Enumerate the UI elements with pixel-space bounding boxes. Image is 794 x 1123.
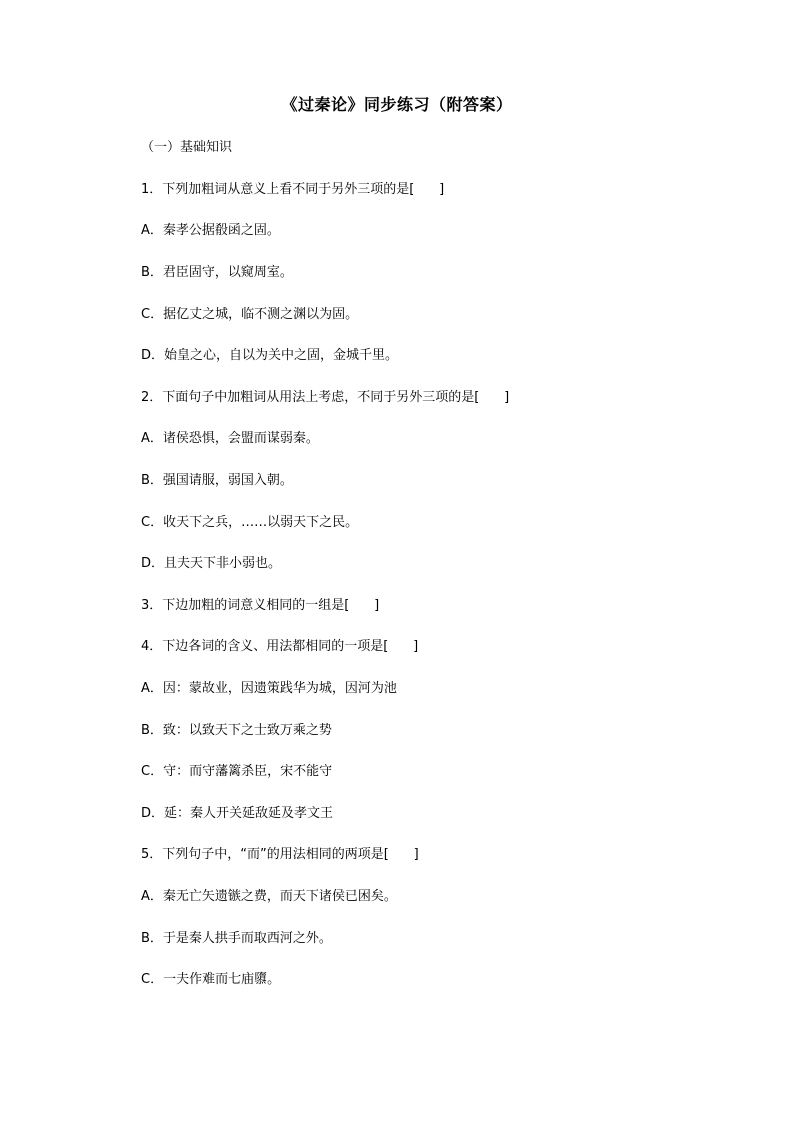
question-5-option-c: C．一夫作难而七庙隳。: [141, 972, 281, 987]
question-5-option-a: A．秦无亡矢遗镞之费，而天下诸侯已困矣。: [141, 889, 397, 904]
question-2-option-d: D．且夫天下非小弱也。: [141, 556, 282, 571]
question-3: 3．下边加粗的词意义相同的一组是[ ]: [141, 598, 380, 613]
question-4-option-a: A．因：蒙故业，因遗策践华为城，因河为池: [141, 681, 397, 696]
question-2: 2．下面句子中加粗词从用法上考虑，不同于另外三项的是[ ]: [141, 390, 510, 405]
question-1-option-d: D．始皇之心，自以为关中之固，金城千里。: [141, 348, 399, 363]
section-heading: （一）基础知识: [141, 140, 233, 155]
question-5-option-b: B．于是秦人拱手而取西河之外。: [141, 931, 332, 946]
question-1-option-b: B．君臣固守，以窥周室。: [141, 265, 293, 280]
question-4-option-c: C．守：而守藩篱杀臣，宋不能守: [141, 764, 333, 779]
document-title: 《过秦论》同步练习（附答案）: [281, 95, 513, 114]
question-2-option-a: A．诸侯恐惧，会盟而谋弱秦。: [141, 431, 319, 446]
question-1: 1．下列加粗词从意义上看不同于另外三项的是[ ]: [141, 182, 445, 197]
question-1-option-c: C．据亿丈之城，临不测之渊以为固。: [141, 307, 359, 322]
question-4-option-d: D．延：秦人开关延敌延及孝文王: [141, 806, 334, 821]
question-4-option-b: B．致：以致天下之士致万乘之势: [141, 723, 332, 738]
question-1-option-a: A．秦孝公据殽函之固。: [141, 223, 280, 238]
question-2-option-c: C．收天下之兵，……以弱天下之民。: [141, 515, 359, 530]
question-4: 4．下边各词的含义、用法都相同的一项是[ ]: [141, 639, 419, 654]
question-5: 5．下列句子中，“而”的用法相同的两项是[ ]: [141, 847, 419, 862]
question-2-option-b: B．强国请服，弱国入朝。: [141, 473, 293, 488]
